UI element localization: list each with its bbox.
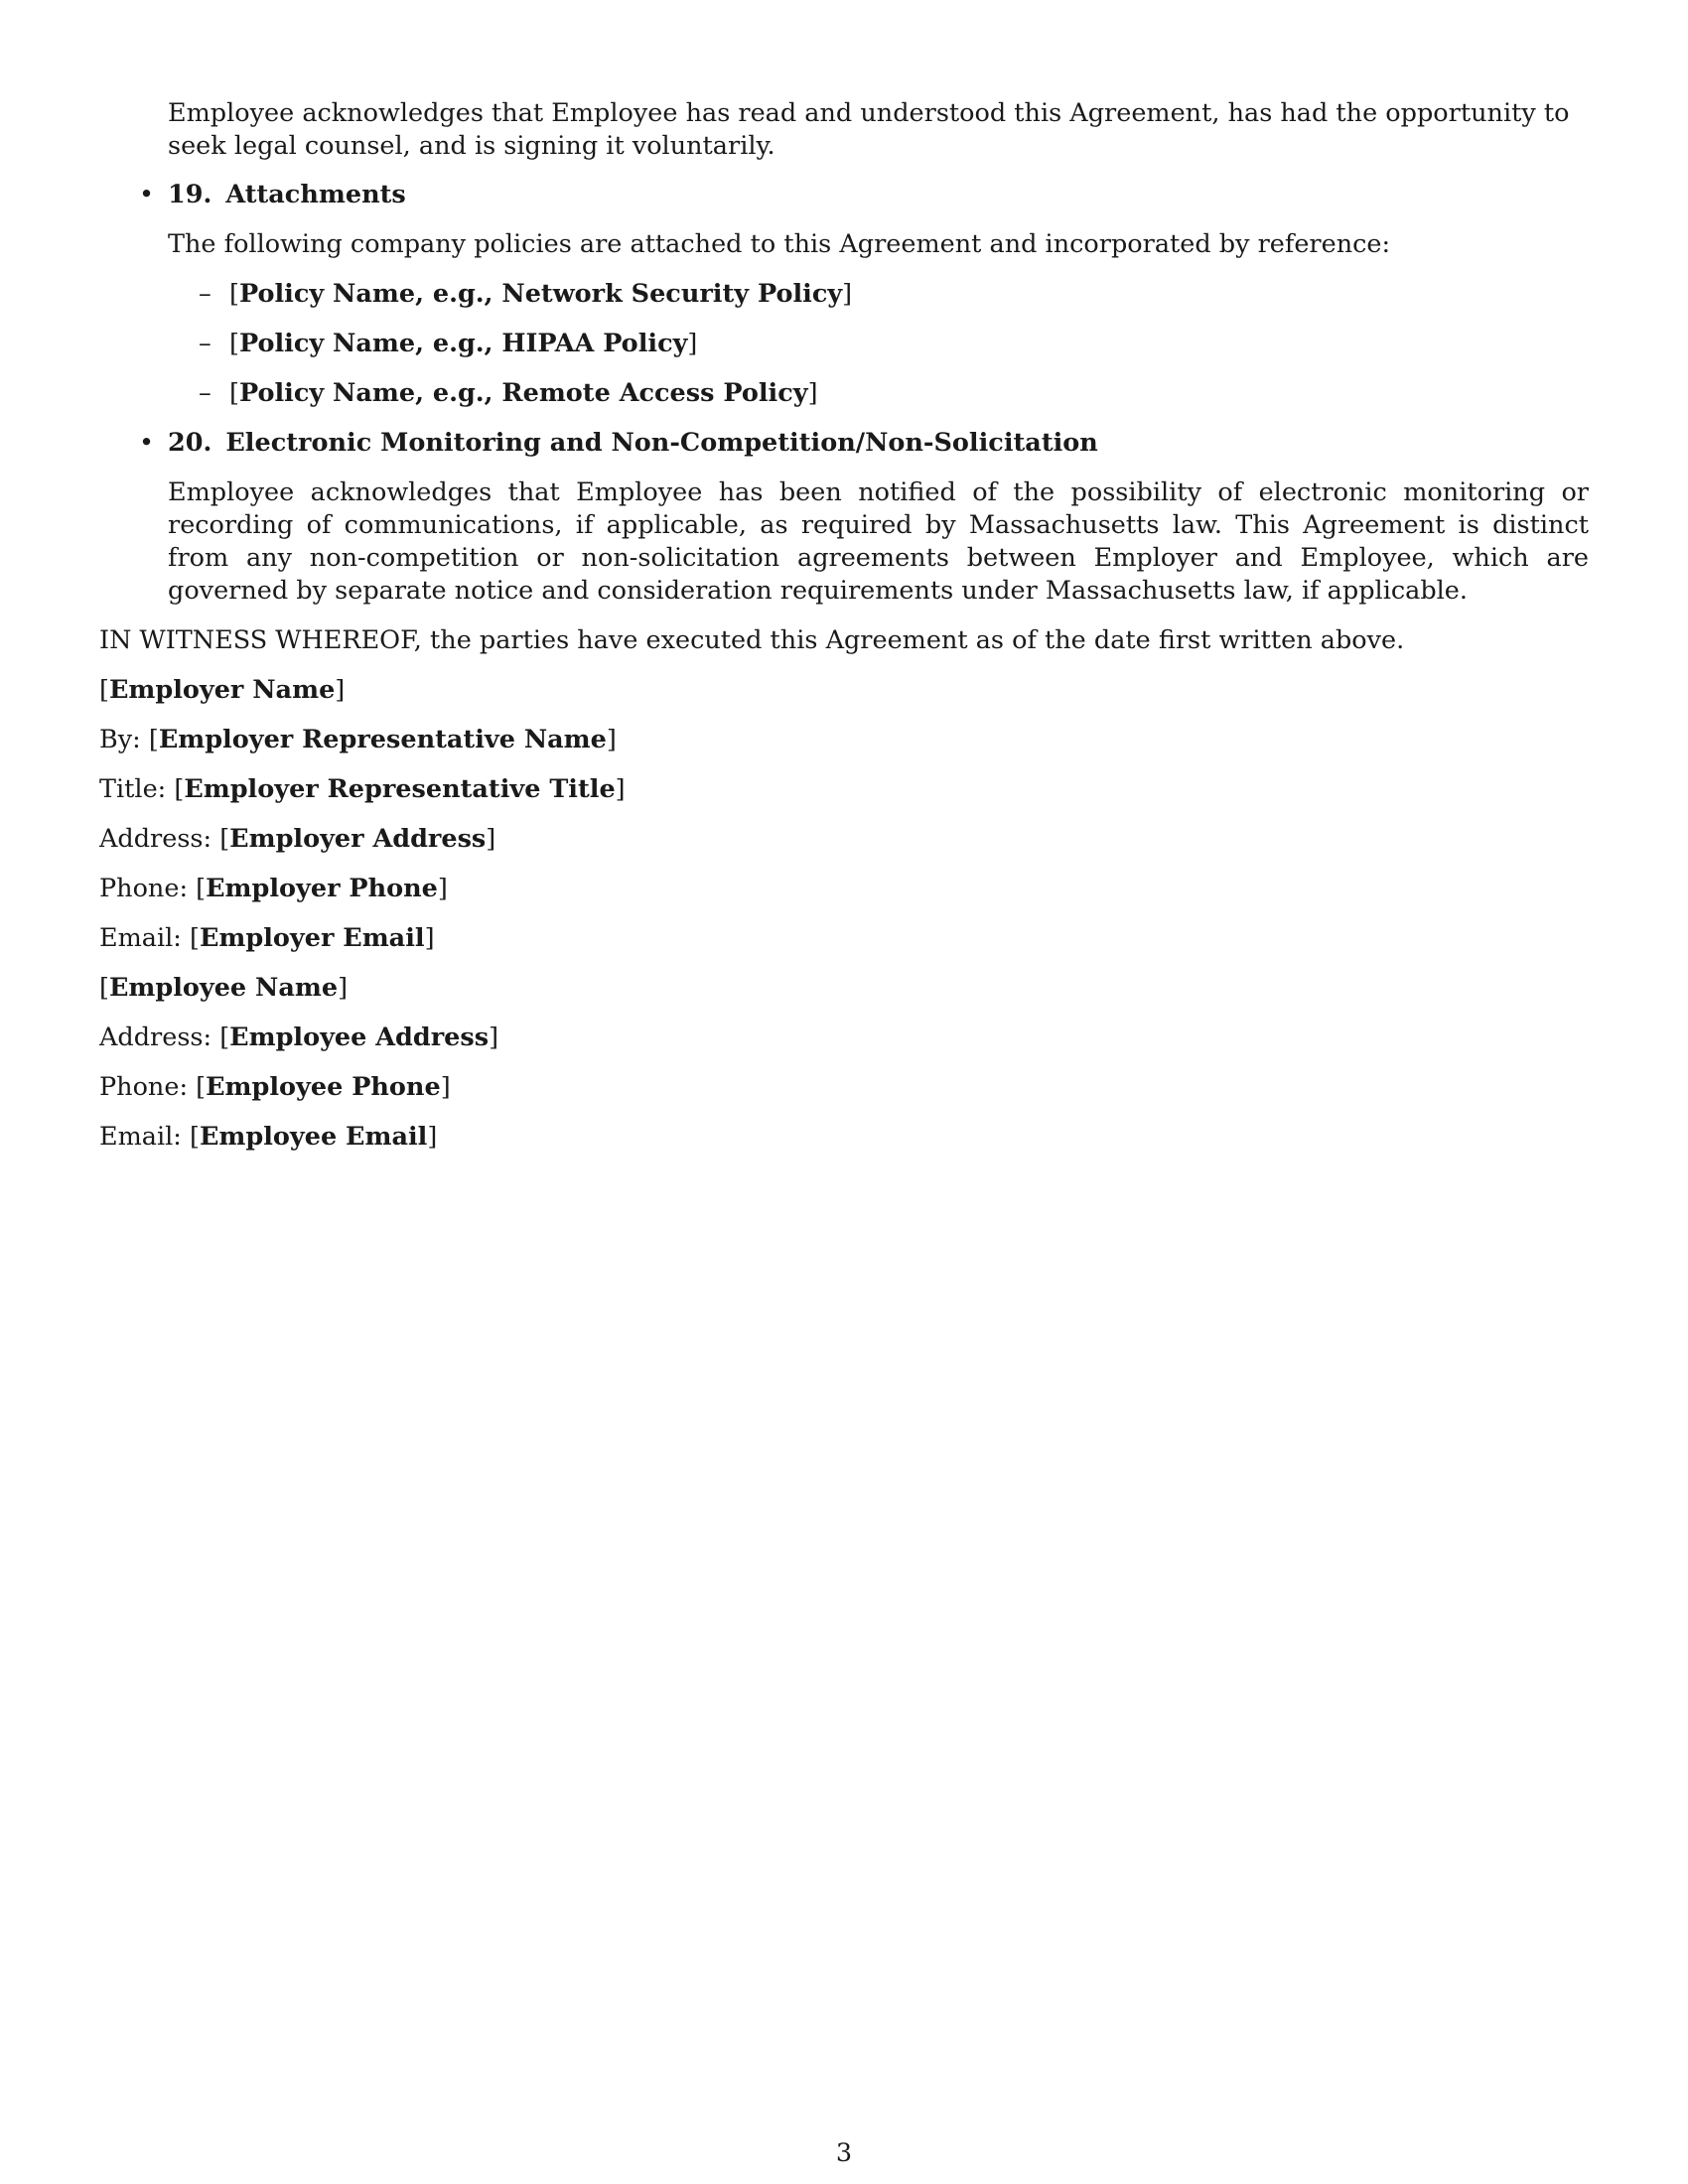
page-number: 3 bbox=[835, 2138, 853, 2168]
employer-name: Employer Name bbox=[108, 675, 336, 705]
employee-phone-line: Phone: [Employee Phone] bbox=[99, 1072, 451, 1102]
employer-phone: Employer Phone bbox=[206, 874, 438, 903]
employer-title-line: Title: [Employer Representative Title] bbox=[99, 774, 626, 804]
employee-address: Employee Address bbox=[229, 1023, 490, 1052]
section-19-heading bbox=[99, 179, 1589, 211]
by-label: By: bbox=[99, 725, 141, 754]
phone-label: Phone: bbox=[99, 1072, 189, 1102]
policy-name: Policy Name, e.g., Network Security Policy bbox=[238, 279, 843, 309]
section-title: Attachments bbox=[225, 180, 406, 209]
witness-clause: IN WITNESS WHEREOF, the parties have executed this Agreement as of the date first written above. bbox=[99, 625, 1405, 655]
section-number: 20. bbox=[168, 428, 212, 458]
section-number: 19. bbox=[168, 180, 212, 209]
employer-address: Employer Address bbox=[229, 824, 487, 854]
bullet-icon: • bbox=[139, 428, 155, 458]
employee-phone: Employee Phone bbox=[206, 1072, 441, 1102]
bullet-icon: • bbox=[139, 180, 155, 209]
employer-by-line: By: [Employer Representative Name] bbox=[99, 725, 617, 754]
employer-representative-name: Employer Representative Name bbox=[158, 725, 607, 754]
employer-phone-line: Phone: [Employer Phone] bbox=[99, 874, 448, 903]
section-title: Electronic Monitoring and Non-Competition/Non-Solicitation bbox=[225, 428, 1098, 458]
email-label: Email: bbox=[99, 923, 182, 953]
attachment-item: – [Policy Name, e.g., Remote Access Policy] bbox=[199, 378, 818, 408]
dash-icon: – bbox=[199, 329, 211, 358]
section-20-heading bbox=[99, 427, 1589, 460]
employee-address-line: Address: [Employee Address] bbox=[99, 1023, 499, 1052]
phone-label: Phone: bbox=[99, 874, 189, 903]
email-label: Email: bbox=[99, 1122, 182, 1152]
attachment-item: – [Policy Name, e.g., HIPAA Policy] bbox=[199, 329, 698, 358]
dash-icon: – bbox=[199, 378, 211, 408]
title-label: Title: bbox=[99, 774, 167, 804]
employee-name-line: [Employee Name] bbox=[99, 973, 349, 1003]
employer-name-line: [Employer Name] bbox=[99, 675, 346, 705]
dash-icon: – bbox=[199, 279, 211, 309]
attachment-item: – [Policy Name, e.g., Network Security Policy] bbox=[199, 279, 853, 309]
policy-name: Policy Name, e.g., HIPAA Policy bbox=[238, 329, 688, 358]
employer-representative-title: Employer Representative Title bbox=[184, 774, 616, 804]
policy-name: Policy Name, e.g., Remote Access Policy bbox=[238, 378, 808, 408]
section-20-body: Employee acknowledges that Employee has been notified of the possibility of electronic monitoring or recording of communications, if applicable, as required by Massachusetts law. This Agreement is distinct from any non-competition or non-solicitation agreements between Employer and Employee, which are governed by separate notice and consideration requirements under Massachusetts law, if applicable. bbox=[168, 478, 1589, 606]
employer-address-line: Address: [Employer Address] bbox=[99, 824, 496, 854]
employer-email-line: Email: [Employer Email] bbox=[99, 923, 435, 953]
employee-email-line: Email: [Employee Email] bbox=[99, 1122, 438, 1152]
document-page bbox=[99, 97, 1589, 1170]
employee-name: Employee Name bbox=[108, 973, 339, 1003]
employee-email: Employee Email bbox=[199, 1122, 428, 1152]
employer-email: Employer Email bbox=[199, 923, 425, 953]
address-label: Address: bbox=[99, 1023, 212, 1052]
address-label: Address: bbox=[99, 824, 212, 854]
section-19-intro: The following company policies are attached to this Agreement and incorporated by reference: bbox=[168, 229, 1391, 259]
continuation-paragraph: Employee acknowledges that Employee has read and understood this Agreement, has had the opportunity to seek legal counsel, and is signing it voluntarily. bbox=[168, 98, 1570, 161]
